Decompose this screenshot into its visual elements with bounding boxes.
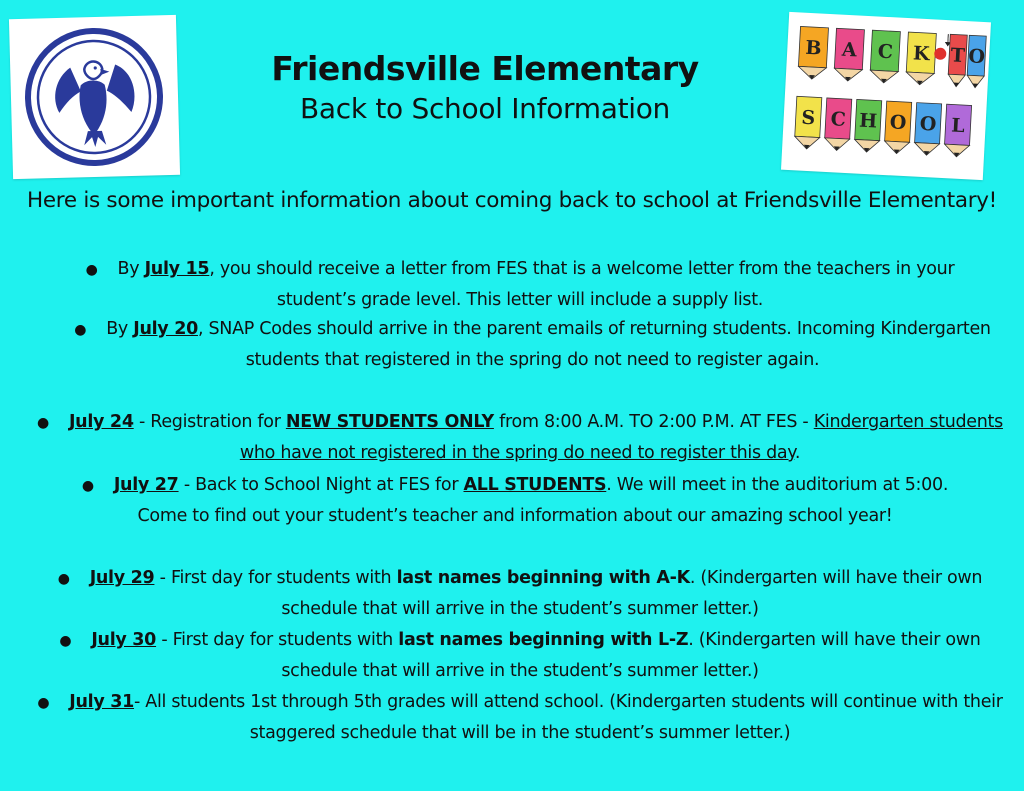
bullet-icon: ●: [37, 695, 50, 711]
svg-text:K: K: [912, 42, 931, 66]
bullet-icon: ●: [59, 633, 72, 649]
list-item: ● By July 20, SNAP Codes should arrive in the parent emails of returning students. Incoming Kindergarten students that registered in the spring do not need to register again.: [74, 319, 991, 370]
date-label: July 30: [91, 630, 157, 650]
svg-text:B: B: [804, 36, 823, 60]
svg-text:O: O: [967, 45, 986, 69]
list-item: ● By July 15, you should receive a letter from FES that is a welcome letter from the teachers in your student’s grade level. This letter will include a supply list.: [85, 259, 955, 310]
pencil-banner-icon: [781, 12, 991, 180]
date-label: July 20: [133, 319, 198, 339]
bullet-icon: ●: [85, 262, 98, 278]
back-to-school-graphic: [781, 12, 991, 180]
date-label: July 29: [89, 568, 155, 588]
date-label: July 31: [69, 692, 135, 712]
svg-text:S: S: [800, 106, 816, 130]
date-label: July 24: [68, 412, 134, 432]
list-item: ● July 24 - Registration for NEW STUDENTS ONLY from 8:00 A.M. TO 2:00 P.M. AT FES - Kindergarten students who have not registered in the spring do need to register this day.: [37, 412, 1003, 463]
date-label: July 15: [144, 259, 210, 279]
list-item: ● July 27 - Back to School Night at FES for ALL STUDENTS. We will meet in the auditorium at 5:00. Come to find out your student’s teacher and information about our amazing school year!: [81, 475, 949, 526]
svg-text:O: O: [919, 112, 937, 136]
emphasis-text: ALL STUDENTS: [463, 475, 607, 495]
svg-text:A: A: [841, 38, 858, 62]
underlined-note: Kindergarten students who have not registered in the spring do need to register this day: [239, 412, 1003, 463]
bullet-icon: ●: [57, 571, 70, 587]
page-title: Friendsville Elementary: [271, 49, 699, 88]
svg-text:L: L: [950, 114, 966, 138]
emphasis-text: last names beginning with L-Z: [398, 630, 689, 650]
list-item: ● July 29 - First day for students with last names beginning with A-K. (Kindergarten will have their own schedule that will arrive in the student’s summer letter.): [57, 568, 983, 619]
svg-text:T: T: [950, 44, 966, 68]
list-item: ● July 30 - First day for students with last names beginning with L-Z. (Kindergarten will have their own schedule that will arrive in the student’s summer letter.): [59, 630, 981, 681]
list-item: ● July 31- All students 1st through 5th grades will attend school. (Kindergarten students will continue with their staggered schedule that will be in the student’s summer letter.): [37, 692, 1003, 743]
date-label: July 27: [113, 475, 179, 495]
emphasis-text: last names beginning with A-K: [396, 568, 690, 588]
school-logo: [9, 15, 180, 179]
emphasis-text: NEW STUDENTS ONLY: [285, 412, 494, 432]
bullet-icon: ●: [74, 322, 87, 338]
svg-text:C: C: [877, 40, 894, 64]
svg-text:O: O: [889, 111, 907, 135]
svg-text:C: C: [830, 108, 847, 131]
svg-text:H: H: [858, 109, 878, 133]
page-subtitle: Back to School Information: [299, 92, 671, 125]
intro-paragraph: Here is some important information about coming back to school at Friendsville Elementary!: [27, 188, 997, 213]
title-block: [230, 48, 740, 128]
bullet-icon: ●: [81, 478, 94, 494]
eagle-icon: [9, 15, 180, 179]
bullet-icon: ●: [37, 415, 49, 431]
